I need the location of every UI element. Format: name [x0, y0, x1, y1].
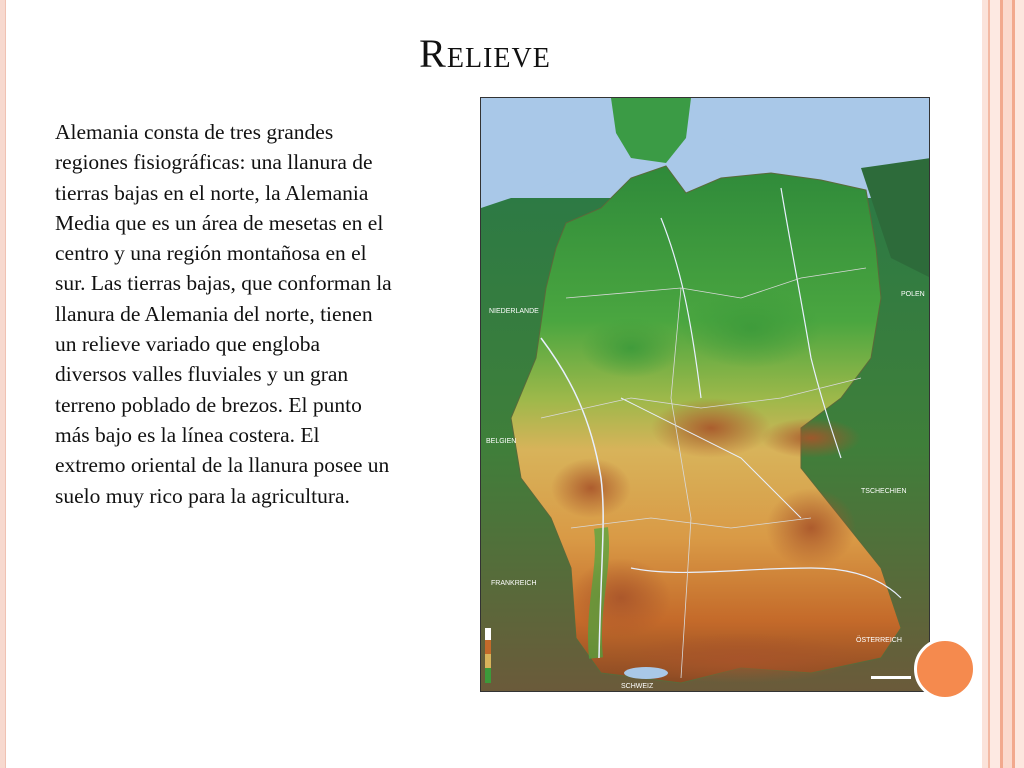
orange-accent-circle [914, 638, 976, 700]
map-label-poland: POLEN [901, 291, 925, 298]
right-decorative-border [982, 0, 1024, 768]
relief-map-germany-icon [480, 97, 930, 692]
map-label-france: FRANKREICH [491, 580, 537, 587]
map-label-switzerland: SCHWEIZ [621, 683, 654, 690]
body-paragraph: Alemania consta de tres grandes regiones fisiográficas: una llanura de tierras bajas en el norte, la Alemania Media que es un área de mesetas en el centro y una región montañosa en el sur. Las tierras bajas, que conforman la llanura de Alemania del norte, tienen un relieve variado que engloba diversos valles fluviales y un gran terreno poblado de brezos. El punto más bajo es la línea costera. El extremo oriental de la llanura posee un suelo muy rico para la agricultura. [55, 120, 392, 508]
slide-title: Relieve [419, 31, 551, 76]
map-label-netherlands: NIEDERLANDE [489, 308, 539, 315]
map-label-belgium: BELGIEN [486, 438, 517, 445]
map-label-austria: ÖSTERREICH [856, 637, 902, 644]
left-decorative-border [0, 0, 6, 768]
map-label-czech: TSCHECHIEN [861, 488, 907, 495]
